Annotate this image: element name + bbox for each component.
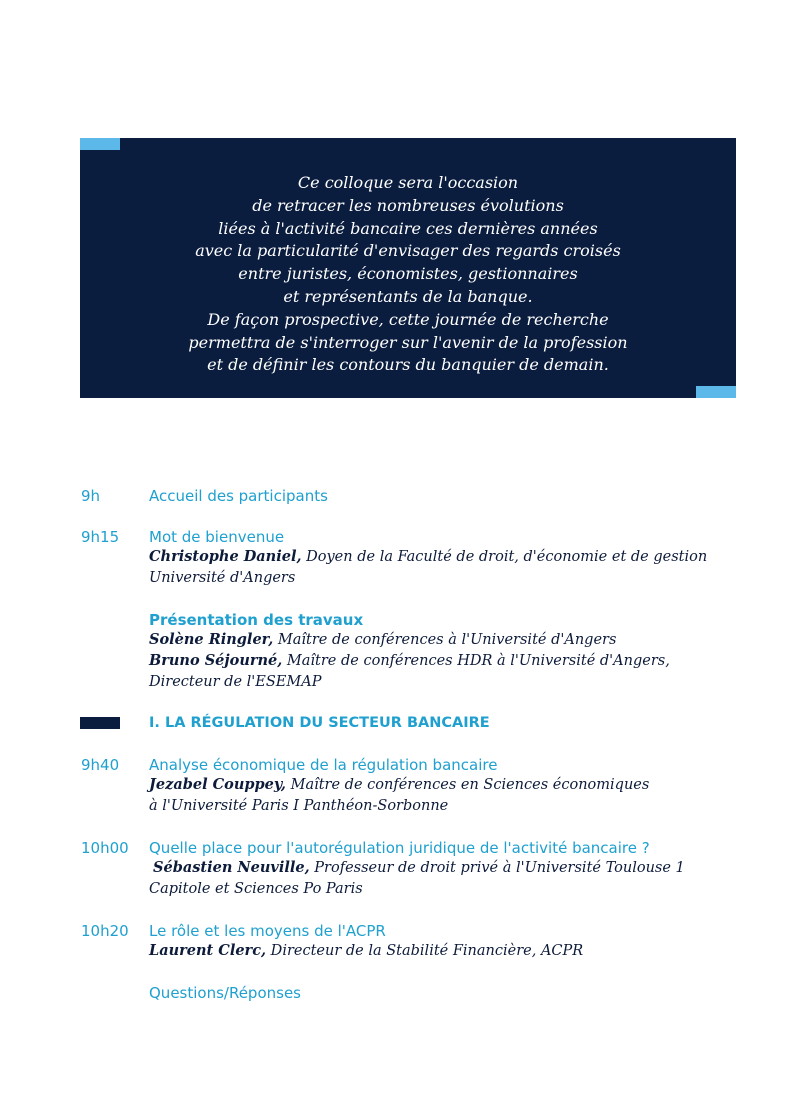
intro-line: et de définir les contours du banquier de demain. — [207, 355, 609, 375]
program-title: Le rôle et les moyens de l'ACPR — [149, 922, 386, 940]
speaker-name: Laurent Clerc, — [149, 942, 267, 959]
intro-line: entre juristes, économistes, gestionnaires — [238, 264, 578, 284]
speaker — [149, 775, 749, 796]
speaker-name: Jezabel Couppey, — [149, 776, 286, 793]
speaker-role: Maître de conférences en Sciences économiques — [285, 777, 650, 793]
intro-line: liées à l'activité bancaire ces dernières années — [218, 218, 598, 238]
speaker-role-continued: Directeur de l'ESEMAP — [149, 673, 322, 690]
program-time: 10h00 — [81, 839, 129, 857]
accent-bar-top — [80, 138, 120, 150]
speaker-role: Professeur de droit privé à l'Université Toulouse 1 — [309, 860, 685, 876]
speaker-role-continued: Capitole et Sciences Po Paris — [149, 880, 363, 897]
intro-line: De façon prospective, cette journée de recherche — [207, 309, 609, 329]
program-time: 9h15 — [81, 528, 120, 546]
program-title: Présentation des travaux — [149, 611, 364, 629]
speaker-name: Sébastien Neuville, — [153, 859, 310, 876]
speaker — [149, 941, 749, 962]
speaker-role-continued: Université d'Angers — [149, 569, 296, 586]
program-title: Quelle place pour l'autorégulation juridique de l'activité bancaire ? — [149, 839, 650, 857]
speaker-name: Christophe Daniel, — [149, 548, 302, 565]
program-title: Questions/Réponses — [149, 984, 301, 1002]
accent-bar-bottom — [696, 386, 736, 398]
intro-line: Ce colloque sera l'occasion — [297, 173, 519, 192]
intro-line: permettra de s'interroger sur l'avenir de la profession — [188, 332, 628, 352]
speaker-role: Maître de conférences HDR à l'Université d'Angers, — [282, 652, 670, 669]
intro-paragraph — [80, 172, 736, 377]
speaker — [149, 651, 749, 672]
program-title: Accueil des participants — [149, 487, 328, 505]
program-title: Analyse économique de la régulation bancaire — [149, 756, 498, 774]
intro-line: et représentants de la banque. — [283, 286, 533, 306]
program-time: 9h40 — [81, 756, 120, 774]
program-time: 9h — [81, 487, 101, 505]
program-time: 10h20 — [81, 922, 129, 940]
speaker — [149, 858, 749, 879]
section-title: I. LA RÉGULATION DU SECTEUR BANCAIRE — [149, 715, 490, 731]
speaker — [149, 547, 749, 568]
section-marker — [80, 717, 120, 729]
speaker-name: Solène Ringler, — [149, 631, 274, 648]
speaker-role-continued: à l'Université Paris I Panthéon-Sorbonne — [149, 797, 449, 814]
speaker-role: Maître de conférences à l'Université d'Angers — [273, 632, 617, 648]
intro-line: de retracer les nombreuses évolutions — [252, 195, 564, 215]
intro-line: avec la particularité d'envisager des regards croisés — [195, 241, 621, 261]
speaker-role: Directeur de la Stabilité Financière, ACPR — [266, 943, 584, 959]
speaker-name: Bruno Séjourné, — [149, 651, 283, 669]
speaker-role: Doyen de la Faculté de droit, d'économie et de gestion — [301, 549, 708, 565]
speaker — [149, 630, 749, 651]
program-title: Mot de bienvenue — [149, 528, 285, 546]
